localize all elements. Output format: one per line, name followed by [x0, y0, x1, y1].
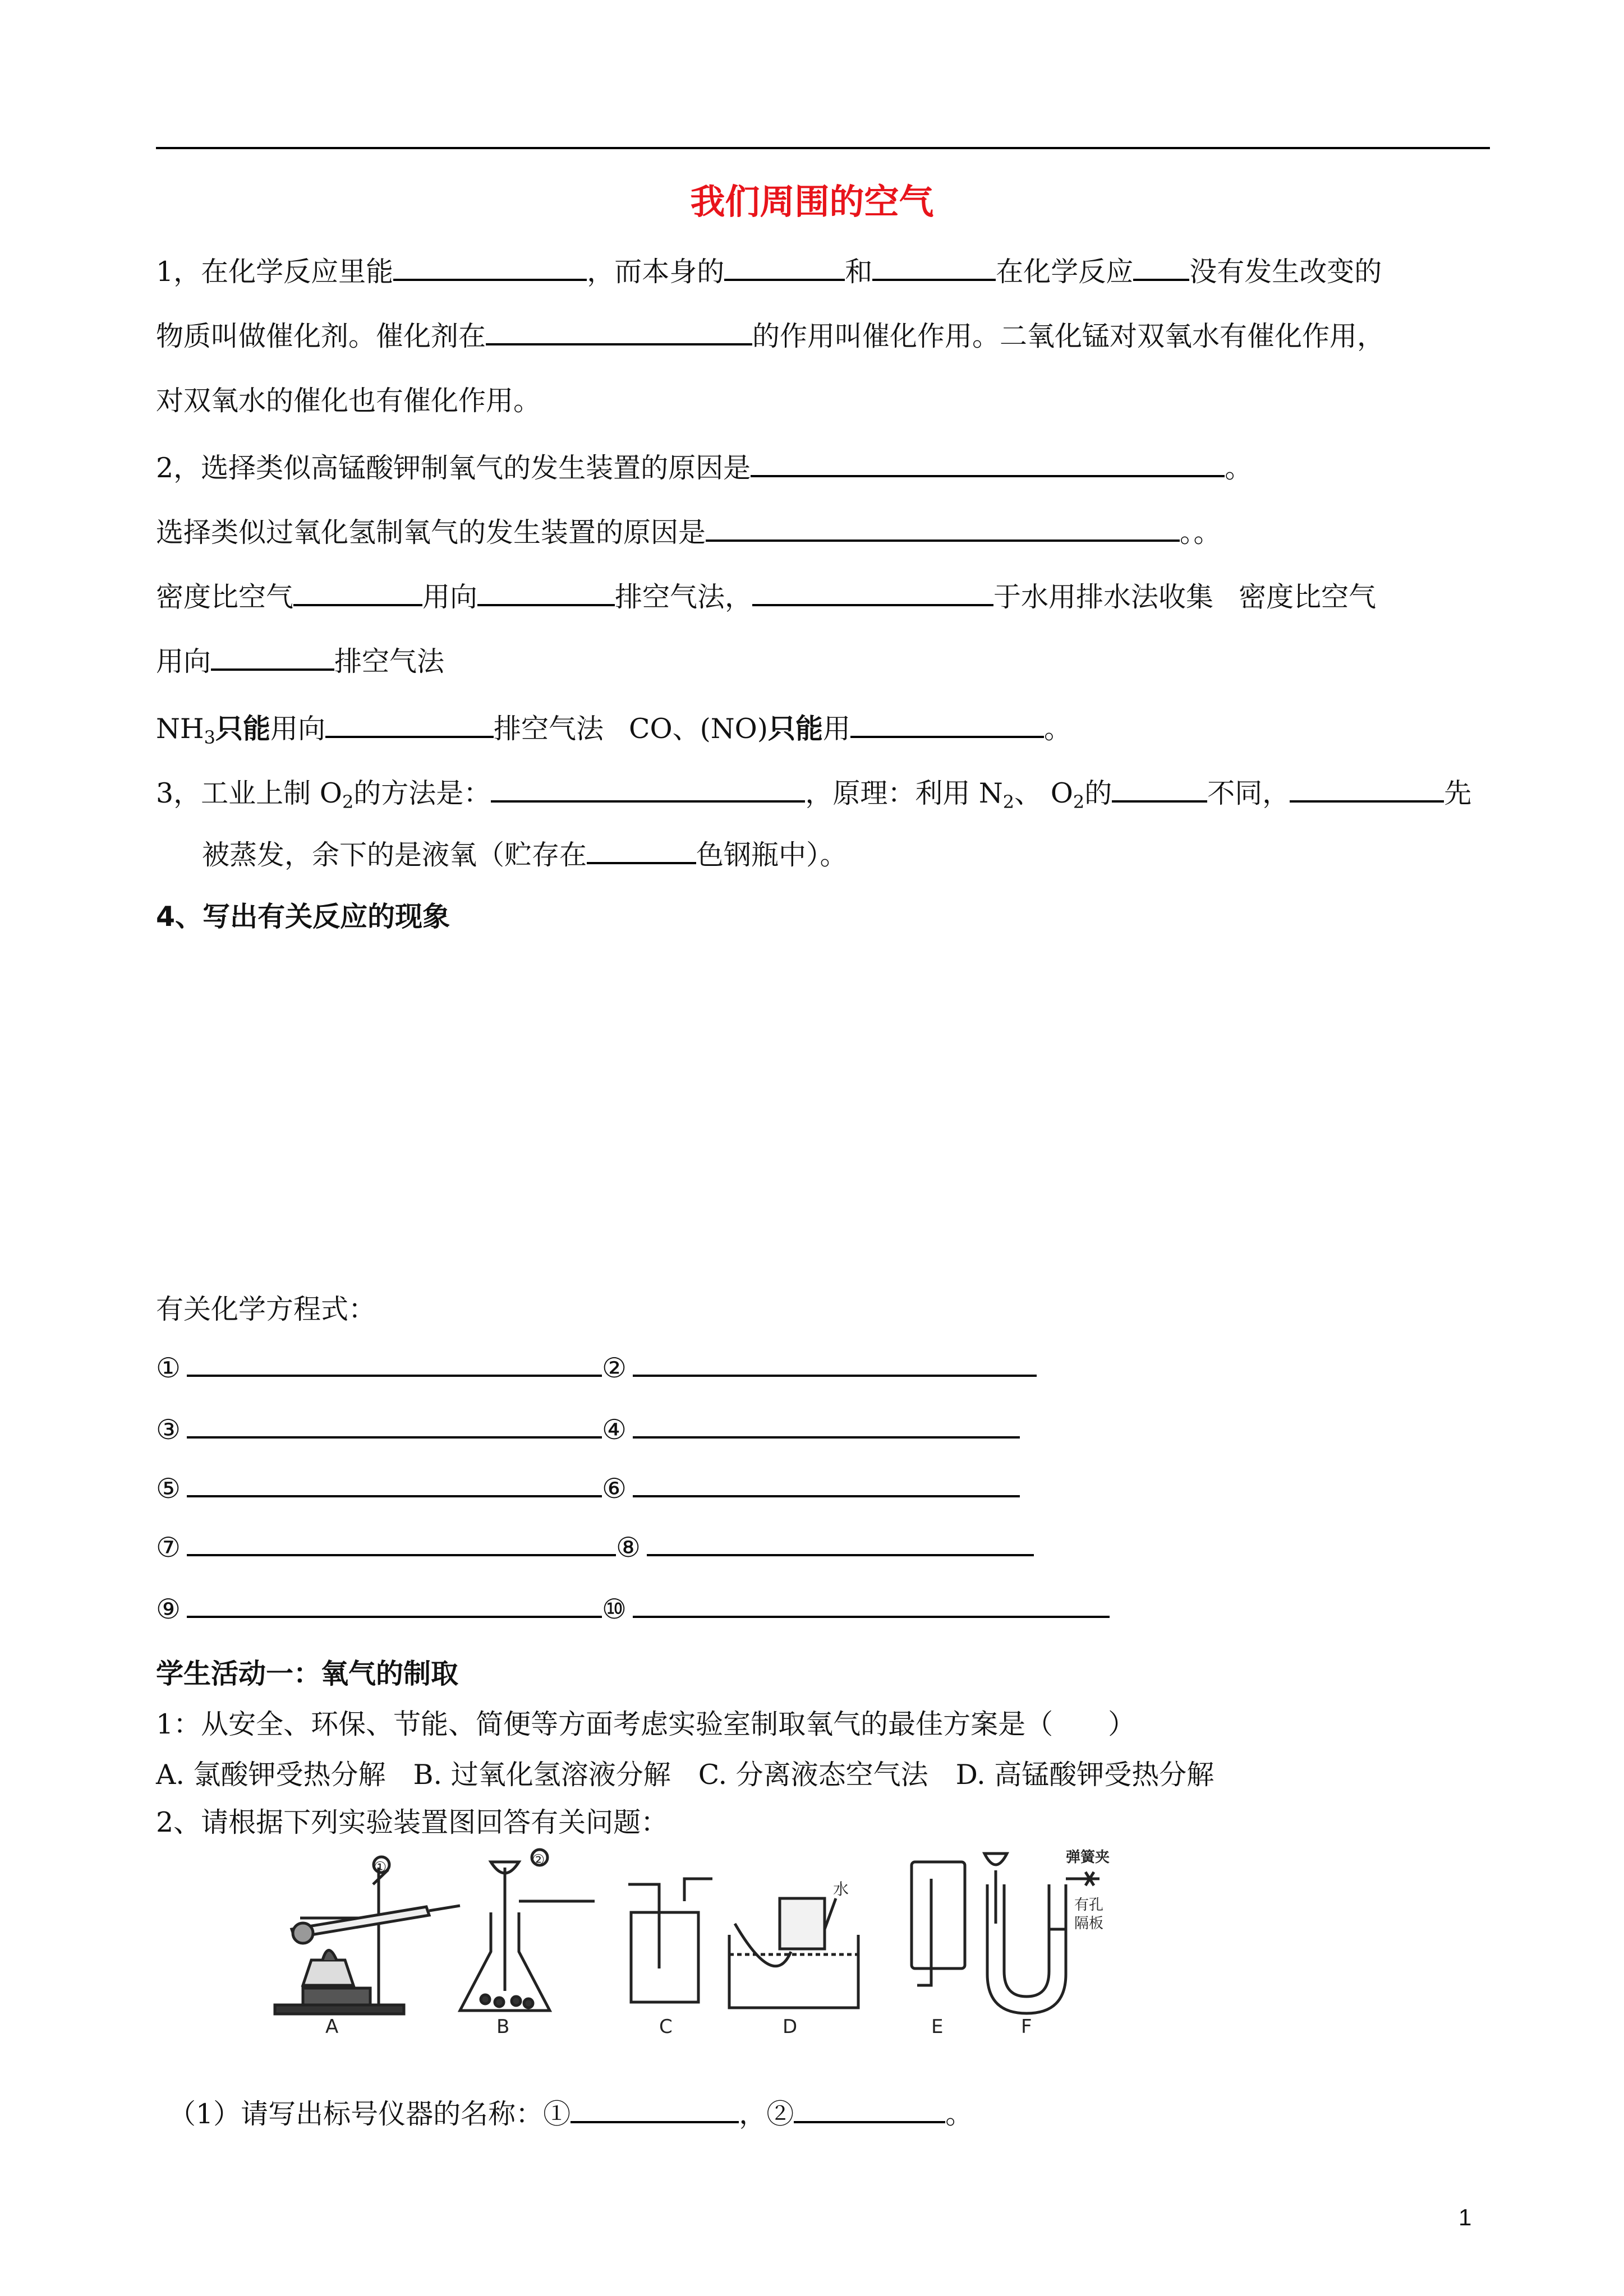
q2-text: 2，选择类似高锰酸钾制氧气的发生装置的原因是	[156, 452, 751, 484]
equation-7	[156, 1528, 181, 1567]
circled-number: ②	[602, 1352, 627, 1384]
apparatus-f	[984, 1854, 1099, 2013]
q2-text: 。。	[1180, 517, 1221, 548]
q2-text: 用	[822, 713, 850, 745]
marker-2: ②	[532, 1852, 545, 1869]
answer-blank[interactable]	[751, 449, 1225, 477]
answer-blank[interactable]	[211, 643, 334, 671]
q2-text: 选择类似过氧化氢制氧气的发生装置的原因是	[156, 517, 706, 548]
q2-text: 于水用排水法收集	[993, 581, 1214, 613]
apparatus-d	[729, 1898, 858, 2008]
apparatus-a	[275, 1857, 460, 2014]
marker-1: ①	[374, 1859, 387, 1876]
formula-text: NH	[156, 713, 204, 745]
water-label: 水	[833, 1880, 849, 1898]
q3-text: 色钢瓶中）。	[696, 839, 848, 871]
q3-text: 的方法是：	[353, 777, 491, 809]
q4-heading: 4、写出有关反应的现象	[156, 901, 450, 933]
subscript: 2	[1073, 791, 1085, 813]
circled-number: ⑩	[602, 1593, 627, 1625]
q2-text: 。	[1044, 713, 1072, 745]
figure-label-d: D	[783, 2016, 798, 2036]
answer-blank[interactable]	[477, 578, 615, 606]
circled-number: ④	[602, 1414, 627, 1446]
q1-text: 1，在化学反应里能	[156, 256, 394, 288]
equation-5	[156, 1469, 181, 1509]
equation-blank[interactable]	[187, 1590, 602, 1618]
q2-line3	[156, 578, 1376, 617]
answer-blank[interactable]	[587, 836, 696, 864]
q3-text: ，原理：利用 N	[805, 777, 1003, 809]
q3-text: 、 O	[1014, 777, 1073, 809]
equation-blank[interactable]	[187, 1528, 616, 1556]
sub-question-text: （1）请写出标号仪器的名称：①	[168, 2098, 571, 2130]
equation-8	[616, 1528, 641, 1567]
answer-blank[interactable]	[706, 514, 1180, 542]
perforated-label-2: 隔板	[1074, 1915, 1104, 1932]
q2-line2	[156, 513, 1221, 552]
answer-blank[interactable]	[293, 578, 422, 606]
figure-label-f: F	[1021, 2016, 1032, 2036]
answer-blank[interactable]	[752, 578, 993, 606]
equation-3	[156, 1410, 181, 1450]
circled-number: ①	[156, 1352, 181, 1384]
q2-text: 排空气法	[494, 713, 604, 745]
q3-line1	[156, 774, 1471, 822]
equation-6	[602, 1469, 627, 1509]
q2-text: 密度比空气	[1239, 581, 1377, 613]
activity-sub-question-1	[168, 2095, 973, 2134]
equation-2	[602, 1349, 627, 1388]
answer-blank[interactable]	[393, 253, 587, 281]
answer-blank[interactable]	[794, 2095, 945, 2123]
spring-clip-label: 弹簧夹	[1066, 1849, 1110, 1866]
answer-blank[interactable]	[571, 2095, 739, 2123]
equation-10	[602, 1590, 627, 1629]
answer-blank[interactable]	[1133, 253, 1189, 281]
q2-line1	[156, 449, 1252, 488]
q2-text: 用向	[156, 646, 211, 677]
circled-number: ③	[156, 1414, 181, 1446]
equation-blank[interactable]	[633, 1410, 1020, 1439]
figure-label-b: B	[496, 2016, 510, 2036]
answer-blank[interactable]	[724, 253, 845, 281]
circled-number: ⑨	[156, 1593, 181, 1625]
page-title: 我们周围的空气	[690, 181, 934, 222]
q1-line3: 对双氧水的催化也有催化作用。	[156, 385, 541, 417]
q2-text: 用向	[270, 713, 325, 745]
q3-text: 3，工业上制 O	[156, 777, 342, 809]
equation-blank[interactable]	[187, 1410, 602, 1439]
sub-question-text: ，②	[739, 2098, 794, 2130]
page-number: 1	[1459, 2204, 1472, 2230]
q2-line5	[156, 709, 1071, 757]
q1-line2	[156, 317, 1384, 356]
q2-text: 密度比空气	[156, 581, 294, 613]
activity-question-1: 1：从安全、环保、节能、简便等方面考虑实验室制取氧气的最佳方案是（ ）	[156, 1708, 1136, 1740]
perforated-label-1: 有孔	[1074, 1897, 1104, 1914]
apparatus-e	[912, 1862, 965, 1985]
q3-text: 先	[1444, 777, 1472, 809]
q1-text: 没有发生改变的	[1189, 256, 1382, 288]
sub-question-text: 。	[945, 2098, 973, 2130]
subscript: 2	[1002, 791, 1015, 813]
subscript: 2	[342, 791, 354, 813]
figure-label-e: E	[931, 2016, 944, 2036]
q3-text: 的	[1084, 777, 1112, 809]
answer-blank[interactable]	[872, 253, 996, 281]
q1-text: 在化学反应	[996, 256, 1134, 288]
q1-line1	[156, 252, 1382, 292]
q1-text: 的作用叫催化作用。二氧化锰对双氧水有催化作用，	[752, 320, 1385, 352]
q2-text: 用向	[422, 581, 478, 613]
equation-1	[156, 1349, 181, 1388]
q3-line2	[202, 836, 848, 875]
q2-line4	[156, 642, 444, 681]
q2-text: 。	[1225, 452, 1253, 484]
answer-blank[interactable]	[325, 710, 494, 738]
q3-text: 被蒸发，余下的是液氧（贮存在	[202, 839, 587, 871]
circled-number: ⑦	[156, 1532, 181, 1564]
equation-blank[interactable]	[187, 1349, 602, 1377]
circled-number: ⑧	[616, 1532, 641, 1564]
activity-heading: 学生活动一：氧气的制取	[156, 1658, 459, 1690]
q1-text: ，而本身的	[587, 256, 725, 288]
q2-text: 排空气法，	[615, 581, 753, 613]
q1-text: 和	[845, 256, 873, 288]
equation-4	[602, 1410, 627, 1450]
answer-blank[interactable]	[850, 710, 1044, 738]
equation-blank[interactable]	[187, 1469, 602, 1497]
formula-text: CO、(NO)	[629, 713, 768, 745]
apparatus-b	[460, 1850, 595, 2011]
equation-blank[interactable]	[647, 1528, 1034, 1556]
q1-text: 物质叫做催化剂。催化剂在	[156, 320, 486, 352]
equations-label: 有关化学方程式：	[156, 1293, 376, 1325]
top-rule	[156, 147, 1490, 149]
figure-label-a: A	[325, 2016, 339, 2036]
equation-blank[interactable]	[633, 1349, 1037, 1377]
q2-text: 排空气法	[334, 646, 445, 677]
activity-question-2: 2、请根据下列实验装置图回答有关问题：	[156, 1806, 669, 1838]
equation-blank[interactable]	[633, 1590, 1110, 1618]
answer-blank[interactable]	[1112, 774, 1207, 803]
answer-blank[interactable]	[486, 317, 752, 345]
activity-options: A. 氯酸钾受热分解 B. 过氧化氢溶液分解 C. 分离液态空气法 D. 高锰酸钾受热分解	[156, 1759, 1214, 1791]
apparatus-c	[628, 1879, 712, 2002]
subscript: 3	[204, 727, 215, 748]
bold-text: 只能	[767, 713, 823, 745]
lab-apparatus-figure	[269, 1845, 1128, 2036]
answer-blank[interactable]	[1290, 774, 1444, 803]
q3-text: 不同，	[1207, 777, 1290, 809]
circled-number: ⑥	[602, 1473, 627, 1505]
figure-label-c: C	[659, 2016, 673, 2036]
equation-blank[interactable]	[633, 1469, 1020, 1497]
bold-text: 只能	[215, 713, 270, 745]
answer-blank[interactable]	[491, 774, 805, 803]
circled-number: ⑤	[156, 1473, 181, 1505]
equation-9	[156, 1590, 181, 1629]
